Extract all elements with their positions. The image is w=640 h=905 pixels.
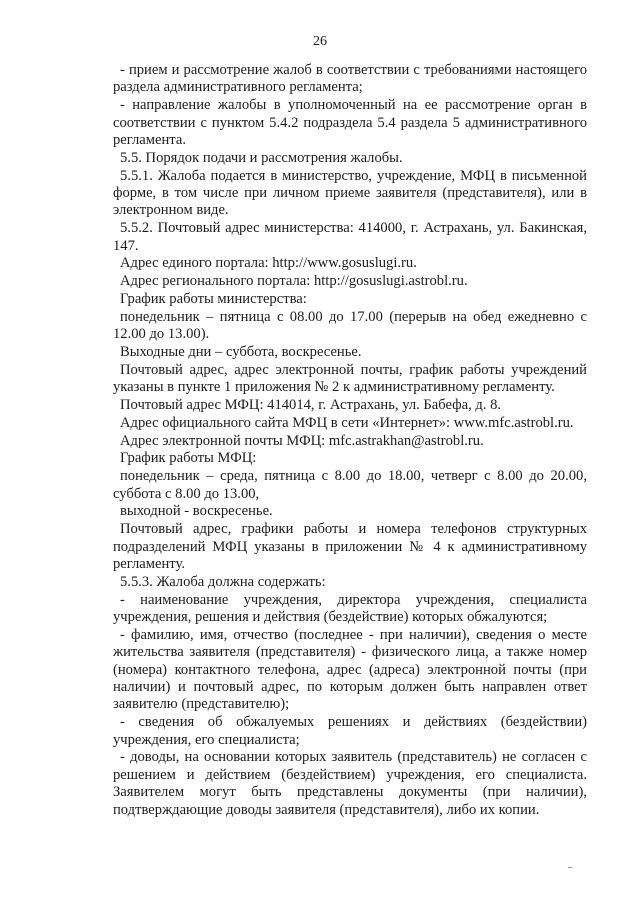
unified-portal-address: Адрес единого портала: http://www.gosuslugi.ru. — [120, 255, 417, 272]
mfc-day-off: выходной - воскресенье. — [120, 503, 273, 520]
mfc-postal-address: Почтовый адрес МФЦ: 414014, г. Астрахань, ул. Бабефа, д. 8. — [120, 397, 502, 414]
paragraph-complaint-receipt: - прием и рассмотрение жалоб в соответствии с требованиями настоящего раздела административного регламента; — [113, 62, 587, 96]
mfc-email-address: Адрес электронной почты МФЦ: mfc.astrakhan@astrobl.ru. — [120, 432, 484, 449]
mfc-divisions-note: Почтовый адрес, графики работы и номера телефонов структурных подразделений МФЦ указаны в приложении № 4 к административному регламенту. — [113, 521, 587, 573]
paragraph-5-5-1: 5.5.1. Жалоба подается в министерство, учреждение, МФЦ в письменной форме, в том числе при личном приеме заявителя (представителя), или в электронном виде. — [113, 167, 587, 219]
mfc-website-address: Адрес официального сайта МФЦ в сети «Интернет»: www.mfc.astrobl.ru. — [120, 414, 574, 431]
ministry-schedule-heading: График работы министерства: — [120, 291, 307, 308]
regional-portal-address: Адрес регионального портала: http://gosuslugi.astrobl.ru. — [120, 273, 468, 290]
ministry-days-off: Выходные дни – суббота, воскресенье. — [120, 344, 362, 361]
ministry-schedule-hours: понедельник – пятница с 08.00 до 17.00 (перерыв на обед ежедневно с 12.00 до 13.00). — [113, 308, 587, 343]
list-item-arguments: - доводы, на основании которых заявитель (представитель) не согласен с решением и действием (бездействием) учреждения, его специалиста. Заявителем могут быть представлены документы (при наличии), подтверждающие доводы заявителя (представителя), либо их копии. — [113, 749, 587, 818]
document-body — [113, 62, 587, 819]
page-number: 26 — [313, 34, 327, 49]
section-heading-5-5: 5.5. Порядок подачи и рассмотрения жалобы. — [120, 149, 403, 166]
mfc-schedule-hours: понедельник – среда, пятница с 8.00 до 18.00, четверг с 8.00 до 20.00, суббота с 8.00 до 13.00, — [113, 468, 587, 502]
scan-mark — [568, 867, 572, 868]
institutions-contacts-note: Почтовый адрес, адрес электронной почты, график работы учреждений указаны в пункте 1 приложения № 2 к административному регламенту. — [113, 361, 587, 396]
list-item-applicant-details: - фамилию, имя, отчество (последнее - при наличии), сведения о месте жительства заявителя (представителя) - физического лица, а также номер (номера) контактного телефона, адрес (адреса) электронной почты (при наличии) и почтовый адрес, по которым должен быть направлен ответ заявителю (представителю); — [113, 626, 587, 713]
mfc-schedule-heading: График работы МФЦ: — [120, 450, 257, 467]
paragraph-5-5-2-postal-address: 5.5.2. Почтовый адрес министерства: 414000, г. Астрахань, ул. Бакинская, 147. — [113, 220, 587, 254]
paragraph-complaint-forwarding: - направление жалобы в уполномоченный на ее рассмотрение орган в соответствии с пунктом 5.4.2 подраздела 5.4 раздела 5 административного регламента. — [113, 97, 587, 149]
paragraph-5-5-3: 5.5.3. Жалоба должна содержать: — [120, 573, 326, 590]
list-item-institution-name: - наименование учреждения, директора учреждения, специалиста учреждения, решения и действия (бездействие) которых обжалуются; — [113, 591, 587, 626]
list-item-appealed-decisions: - сведения об обжалуемых решениях и действиях (бездействии) учреждения, его специалиста; — [113, 714, 587, 748]
